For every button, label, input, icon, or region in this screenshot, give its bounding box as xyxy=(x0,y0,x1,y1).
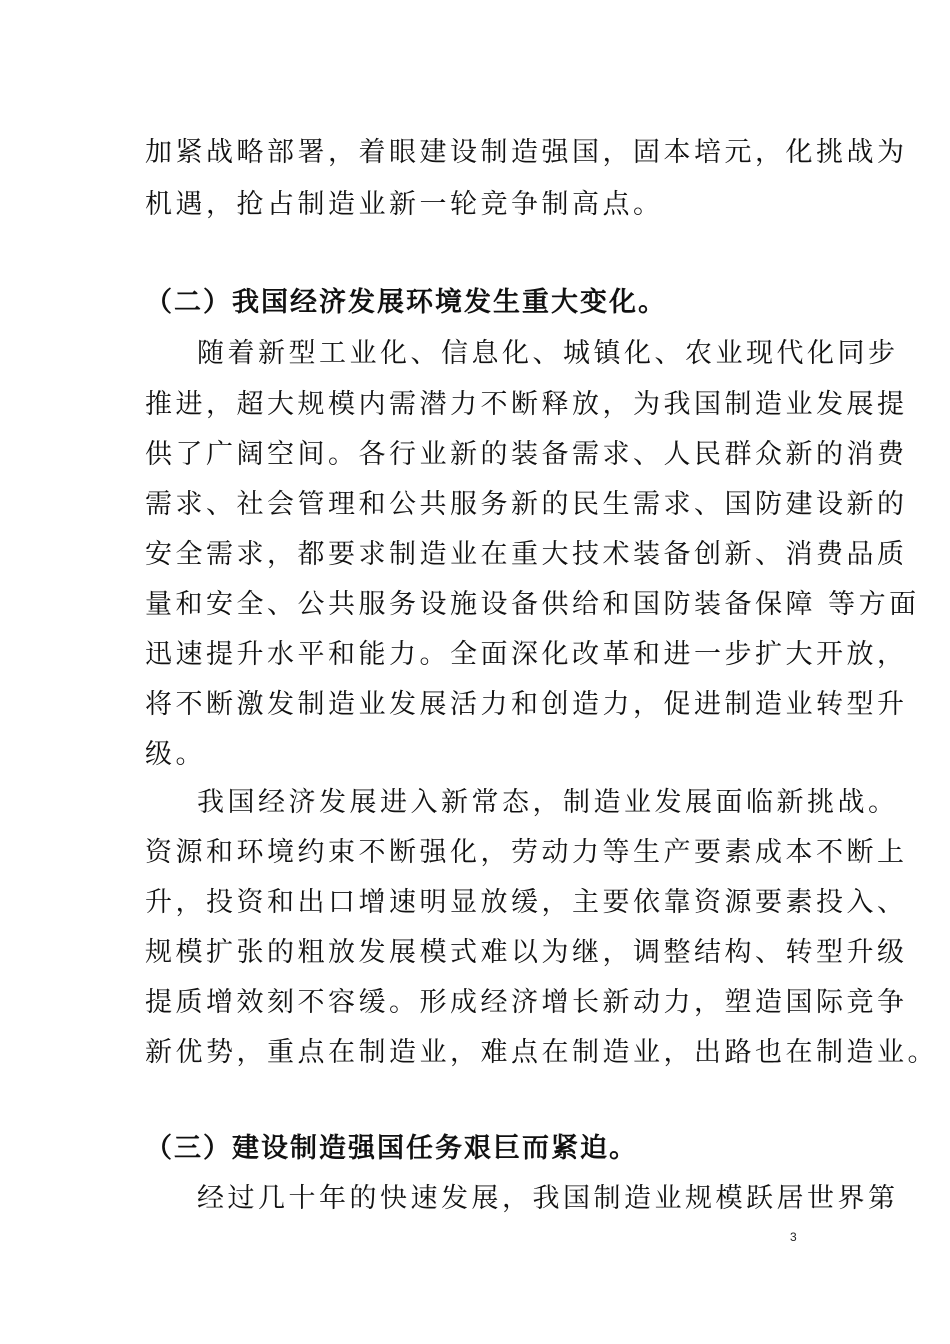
text-line: 加紧战略部署，着眼建设制造强国，固本培元，化挑战为 xyxy=(145,137,908,168)
section-heading: （二）我国经济发展环境发生重大变化。 xyxy=(145,287,667,318)
text-line: 迅速提升水平和能力。全面深化改革和进一步扩大开放， xyxy=(145,639,908,670)
text-line: 安全需求，都要求制造业在重大技术装备创新、消费品质 xyxy=(145,539,908,570)
text-line: 量和安全、公共服务设施设备供给和国防装备保障 等方面 xyxy=(145,589,920,620)
text-line: 机遇，抢占制造业新一轮竞争制高点。 xyxy=(145,189,664,220)
page-number: 3 xyxy=(790,1230,797,1244)
text-line: 需求、社会管理和公共服务新的民生需求、国防建设新的 xyxy=(145,489,908,520)
text-line: 新优势，重点在制造业，难点在制造业，出路也在制造业。 xyxy=(145,1037,938,1068)
text-line: 提质增效刻不容缓。形成经济增长新动力，塑造国际竞争 xyxy=(145,987,908,1018)
text-line: 升，投资和出口增速明显放缓，主要依靠资源要素投入、 xyxy=(145,887,908,918)
text-line: 将不断激发制造业发展活力和创造力，促进制造业转型升 xyxy=(145,689,908,720)
text-line: 供了广阔空间。各行业新的装备需求、人民群众新的消费 xyxy=(145,439,908,470)
text-line: 规模扩张的粗放发展模式难以为继，调整结构、转型升级 xyxy=(145,937,908,968)
text-line: 我国经济发展进入新常态，制造业发展面临新挑战。 xyxy=(197,787,899,818)
text-line: 随着新型工业化、信息化、城镇化、农业现代化同步 xyxy=(197,338,899,369)
text-line: 经过几十年的快速发展，我国制造业规模跃居世界第 xyxy=(197,1183,899,1214)
section-heading: （三）建设制造强国任务艰巨而紧迫。 xyxy=(145,1133,638,1164)
text-line: 资源和环境约束不断强化，劳动力等生产要素成本不断上 xyxy=(145,837,908,868)
text-line: 级。 xyxy=(145,739,206,770)
text-line: 推进，超大规模内需潜力不断释放，为我国制造业发展提 xyxy=(145,389,908,420)
